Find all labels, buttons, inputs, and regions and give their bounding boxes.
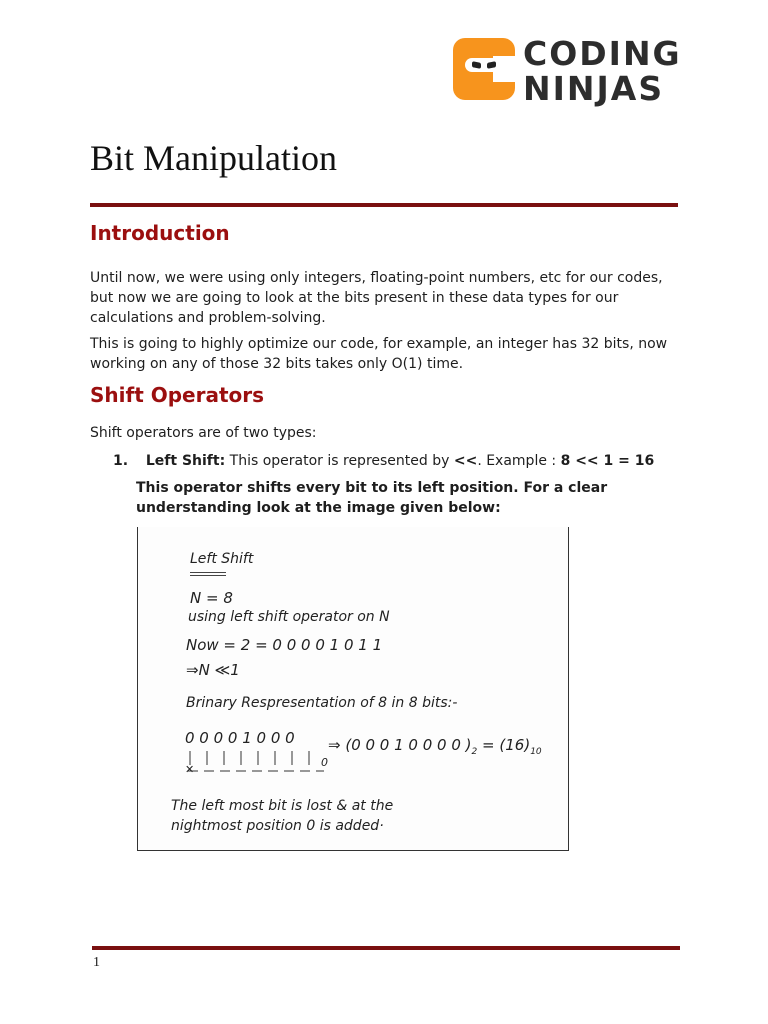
logo-text: CODING NINJAS (523, 34, 682, 108)
intro-paragraph-1: Until now, we were using only integers, floating-point numbers, etc for our codes, but now we are going to look at the bits present in these data types for our calculations and problem-solving. (90, 270, 663, 326)
figure-note-1: The left most bit is lost & at the (171, 798, 394, 814)
shift-operators-heading: Shift Operators (90, 383, 265, 407)
figure-bits: 0 0 0 0 1 0 0 0 (185, 729, 295, 747)
figure-line-using: using left shift operator on N (188, 609, 390, 625)
page-title: Bit Manipulation (90, 138, 337, 178)
coding-ninjas-logo (453, 34, 682, 108)
intro-paragraph-2: This is going to highly optimize our code, for example, an integer has 32 bits, now working on any of those 32 bits takes only O(1) time. (90, 336, 668, 372)
figure-line-binary: Brinary Respresentation of 8 in 8 bits:- (186, 695, 458, 711)
figure-line-shift: ⇒N ≪1 (186, 661, 240, 679)
added-bit-mark: 0 (321, 756, 328, 769)
figure-note-2: nightmost position 0 is added· (171, 818, 384, 834)
figure-line-n: N = 8 (190, 589, 233, 607)
figure-line-now: Now = 2 = 0 0 0 0 1 0 1 1 (186, 636, 383, 654)
list-item-left-shift: 1. Left Shift: This operator is represented by <<. Example : 8 << 1 = 16 (113, 453, 655, 469)
title-divider (90, 203, 678, 207)
figure-title: Left Shift (190, 551, 254, 567)
footer-divider (92, 946, 680, 950)
lost-bit-mark: ✕ (185, 763, 195, 776)
figure-result: ⇒ (0 0 0 1 0 0 0 0 )$_2 = (16)_{10}$ (328, 736, 542, 757)
left-shift-note: This operator shifts every bit to its left position. For a clear understanding look at the image given below: (136, 480, 608, 516)
page-number: 1 (93, 955, 100, 970)
shift-arrows (182, 749, 332, 775)
shift-lead: Shift operators are of two types: (90, 425, 317, 441)
introduction-heading: Introduction (90, 221, 230, 245)
ninja-logo-icon (453, 38, 515, 100)
left-shift-figure (137, 527, 569, 851)
